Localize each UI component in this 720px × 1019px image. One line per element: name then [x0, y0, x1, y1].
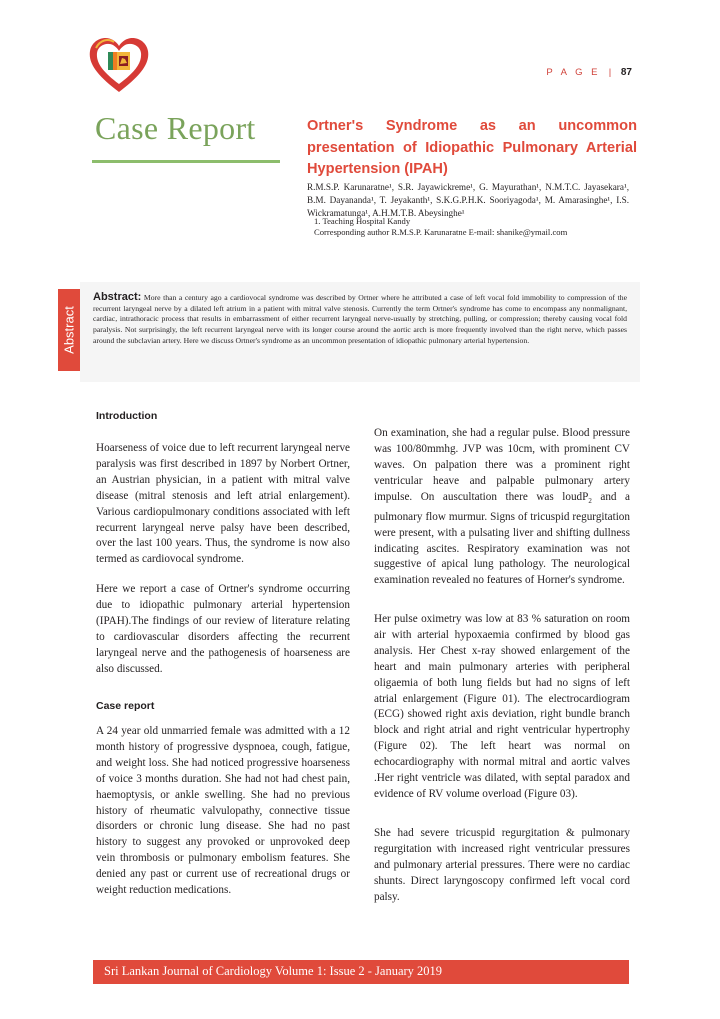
abstract-heading: Abstract: [93, 291, 142, 303]
investigations-paragraph: Her pulse oximetry was low at 83 % saturation on room air with arterial hypoxaemia confirmed by blood gas analysis. Her Chest x-ray showed enlargement of the heart and main pulmonary arteries with peripheral oligaemia of both lung fields but had no signs of left atrial enlargement (Figure 01). The electrocardiogram (ECG) showed right axis deviation, right bundle branch block and right atrial and right ventricular hypertrophy (Figure 02). The left heart was normal on echocardiography with normal mitral and aortic valves .Her right ventricle was dilated, with septal paradox and evidence of RV volume overload (Figure 03). [374, 613, 630, 800]
page-separator: | [606, 67, 612, 78]
case-report-heading: Case report [96, 700, 155, 712]
page-number: 87 [620, 67, 632, 78]
corresponding-author: Corresponding author R.M.S.P. Karunaratne E-mail: shanike@ymail.com [314, 227, 568, 237]
case-report-paragraph: A 24 year old unmarried female was admitted with a 12 month history of progressive dyspnoea, cough, fatigue, and weight loss. She had noticed progressive hoarseness of voice 3 months duration. She had not had chest pain, haemoptysis, or ankle swelling. She had no previous history of rheumatic valvulopathy, connective tissue disorders or chronic lung disease. She had no past history to suggest any provoked or unprovoked deep vein thrombosis or pulmonary embolism features. She denied any past or current use of recreational drugs or weight reduction medications. [96, 725, 350, 897]
section-title: Case Report [95, 110, 256, 146]
p2-subscript: 2 [588, 496, 592, 505]
abstract-tab-label: Abstract [61, 306, 77, 354]
article-title: Ortner's Syndrome as an uncommon presentation of Idiopathic Pulmonary Arterial Hypertension (IPAH) [307, 118, 637, 177]
examination-text-part-2: and a pulmonary flow murmur. Signs of tricuspid regurgitation were present, with a pulsating liver and shifting dullness indicating ascites. Respiratory examination was not suggestive of apical lung pathology. The neurological examination revealed no features of Horner's syndrome. [374, 490, 630, 587]
introduction-paragraph-1: Hoarseness of voice due to left recurrent laryngeal nerve paralysis was first described in 1897 by Norbert Ortner, an Austrian physician, in a patient with mitral valve disease (mitral stenosis and left atrial enlargement). Various cardiopulmonary conditions associated with left recurrent laryngeal nerve palsy have been described, over the last 100 years. Thus, the syndrome is now also termed as cardiovocal syndrome. [96, 442, 350, 566]
abstract-text [93, 292, 627, 347]
section-title-underline [92, 160, 280, 163]
examination-text-part-1: On examination, she had a regular pulse. Blood pressure was 100/80mmhg. JVP was 10cm, with prominent CV waves. On palpation there was a prominent right ventricular heave and palpable pulmonary artery impulse. On auscultation there was loudP [374, 427, 630, 503]
affiliation: 1. Teaching Hospital Kandy [314, 216, 411, 226]
introduction-paragraph-2: Here we report a case of Ortner's syndrome occurring due to idiopathic pulmonary arterial hypertension (IPAH).The findings of our review of literature relating to cardiovascular disorders affecting the recurrent laryngeal nerve and the pathogenesis of hoarseness are also discussed. [96, 583, 350, 675]
journal-logo-icon [86, 34, 152, 96]
author-list: R.M.S.P. Karunaratne¹, S.R. Jayawickreme¹, G. Mayurathan¹, N.M.T.C. Jayasekara¹, B.M. Dayananda¹, T. Jeyakanth¹, S.K.G.P.H.K. Sooriyagoda¹, M. Amarasinghe¹, I.S. Wickramatunga¹, A.H.M.T.B. Abeysinghe¹ [307, 182, 629, 218]
abstract-side-tab [58, 289, 80, 371]
findings-paragraph: She had severe tricuspid regurgitation & pulmonary regurgitation with increased right ventricular pressures and pulmonary arterial pressures. There were no cardiac shunts. Direct laryngoscopy confirmed left vocal cord palsy. [374, 827, 630, 903]
introduction-heading: Introduction [96, 410, 158, 422]
examination-paragraph [374, 426, 630, 589]
page-label-text: P A G E [546, 67, 601, 78]
page-number-label [546, 67, 632, 78]
abstract-body: More than a century ago a cardiovocal syndrome was described by Ortner where he attributed a case of left vocal fold immobility to compression of the recurrent laryngeal nerve by a dilated left atrium in a patient with mitral valve stenosis. Currently the term Ortner's syndrome has come to encompass any nonmalignant, cardiac, intrathoracic process that results in embarrassment of either recurrent laryngeal nerve-usually by stretching, pulling, or compression; thereby causing vocal fold paralysis. Not surprisingly, the left recurrent laryngeal nerve with its longer course around the aortic arch is more frequently involved than the right nerve, which passes around the subclavian artery. Here we discuss Ortner's syndrome as an uncommon presentation of idiopathic pulmonary arterial hypertension. [93, 293, 628, 345]
journal-footer-bar [93, 960, 629, 984]
footer-text: Sri Lankan Journal of Cardiology Volume 1: Issue 2 - January 2019 [104, 964, 443, 978]
